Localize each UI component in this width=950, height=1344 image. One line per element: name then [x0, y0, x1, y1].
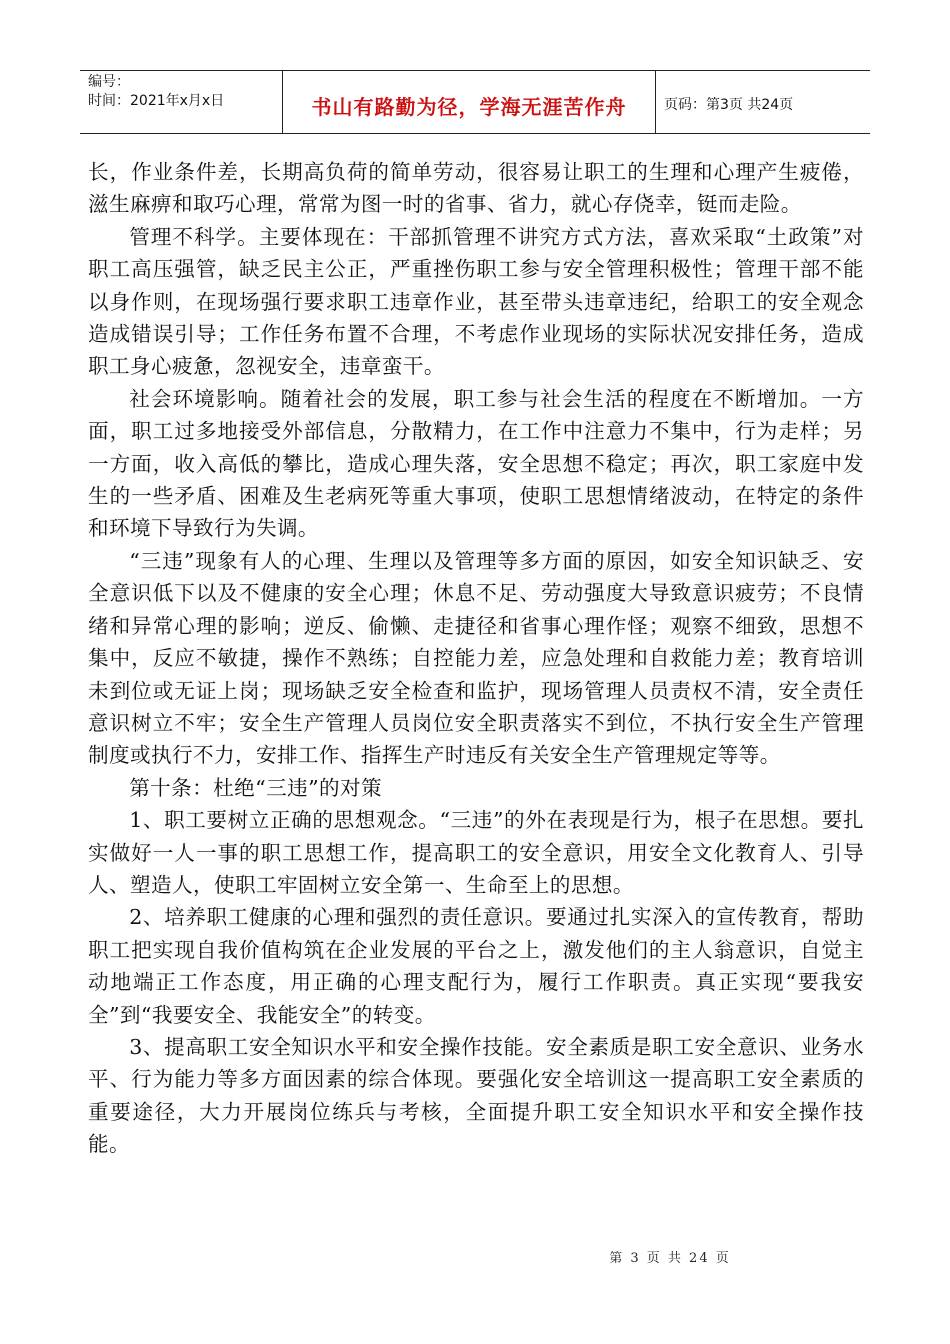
paragraph-measure-3: 3、提高职工安全知识水平和安全操作技能。安全素质是职工安全意识、业务水平、行为能力等多方面因素的综合体现。要强化安全培训这一提高职工安全素质的重要途径，大力开展岗位练兵与考核，全面提升职工安全知识水平和安全操作技能。 — [88, 1034, 864, 1157]
paragraph-social-environment: 社会环境影响。随着社会的发展，职工参与社会生活的程度在不断增加。一方面，职工过多地接受外部信息，分散精力，在工作中注意力不集中，行为走样；另一方面，收入高低的攀比，造成心理失落，安全思想不稳定；再次，职工家庭中发生的一些矛盾、困难及生老病死等重大事项，使职工思想情绪波动，在特定的条件和环境下导致行为失调。 — [88, 386, 864, 541]
footer-page-number: 第 3 页 共 24 页 — [609, 1251, 731, 1266]
header-page-info: 页码：第3页 共24页 — [664, 97, 794, 113]
header-motto: 书山有路勤为径，学海无涯苦作舟 — [311, 94, 627, 119]
paragraph-measure-2: 2、培养职工健康的心理和强烈的责任意识。要通过扎实深入的宣传教育，帮助职工把实现自我价值构筑在企业发展的平台之上，激发他们的主人翁意识，自觉主动地端正工作态度，用正确的心理支配行为，履行工作职责。真正实现“要我安全”到“我要安全、我能安全”的转变。 — [88, 905, 864, 1027]
paragraph-continuation: 长，作业条件差，长期高负荷的简单劳动，很容易让职工的生理和心理产生疲倦，滋生麻痹和取巧心理，常常为图一时的省事、省力，就心存侥幸，铤而走险。 — [88, 160, 864, 217]
page-header — [80, 70, 870, 134]
document-date-label: 时间：2021年x月x日 — [88, 93, 225, 109]
paragraph-management: 管理不科学。主要体现在：干部抓管理不讲究方式方法，喜欢采取“土政策”对职工高压强管，缺乏民主公正，严重挫伤职工参与安全管理积极性；管理干部不能以身作则，在现场强行要求职工违章作业，甚至带头违章违纪，给职工的安全观念造成错误引导；工作任务布置不合理，不考虑作业现场的实际状况安排任务，造成职工身心疲惫，忽视安全，违章蛮干。 — [88, 224, 864, 379]
header-meta — [80, 71, 283, 133]
document-number-label: 编号： — [88, 74, 130, 90]
header-page-info-cell — [656, 71, 870, 133]
section-heading-article-10: 第十条：杜绝“三违”的对策 — [129, 775, 382, 800]
page-footer — [0, 1247, 950, 1266]
header-motto-cell — [283, 71, 656, 133]
paragraph-causes-summary: “三违”现象有人的心理、生理以及管理等多方面的原因，如安全知识缺乏、安全意识低下以及不健康的安全心理；休息不足、劳动强度大导致意识疲劳；不良情绪和异常心理的影响；逆反、偷懒、走捷径和省事心理作怪；观察不细致，思想不集中，反应不敏捷，操作不熟练；自控能力差，应急处理和自救能力差；教育培训未到位或无证上岗；现场缺乏安全检查和监护，现场管理人员责权不清，安全责任意识树立不牢；安全生产管理人员岗位安全职责落实不到位，不执行安全生产管理制度或执行不力，安排工作、指挥生产时违反有关安全生产管理规定等等。 — [88, 548, 864, 768]
paragraph-measure-1: 1、职工要树立正确的思想观念。“三违”的外在表现是行为，根子在思想。要扎实做好一人一事的职工思想工作，提高职工的安全意识，用安全文化教育人、引导人、塑造人，使职工牢固树立安全第一、生命至上的思想。 — [88, 808, 864, 897]
document-body — [88, 156, 864, 1161]
